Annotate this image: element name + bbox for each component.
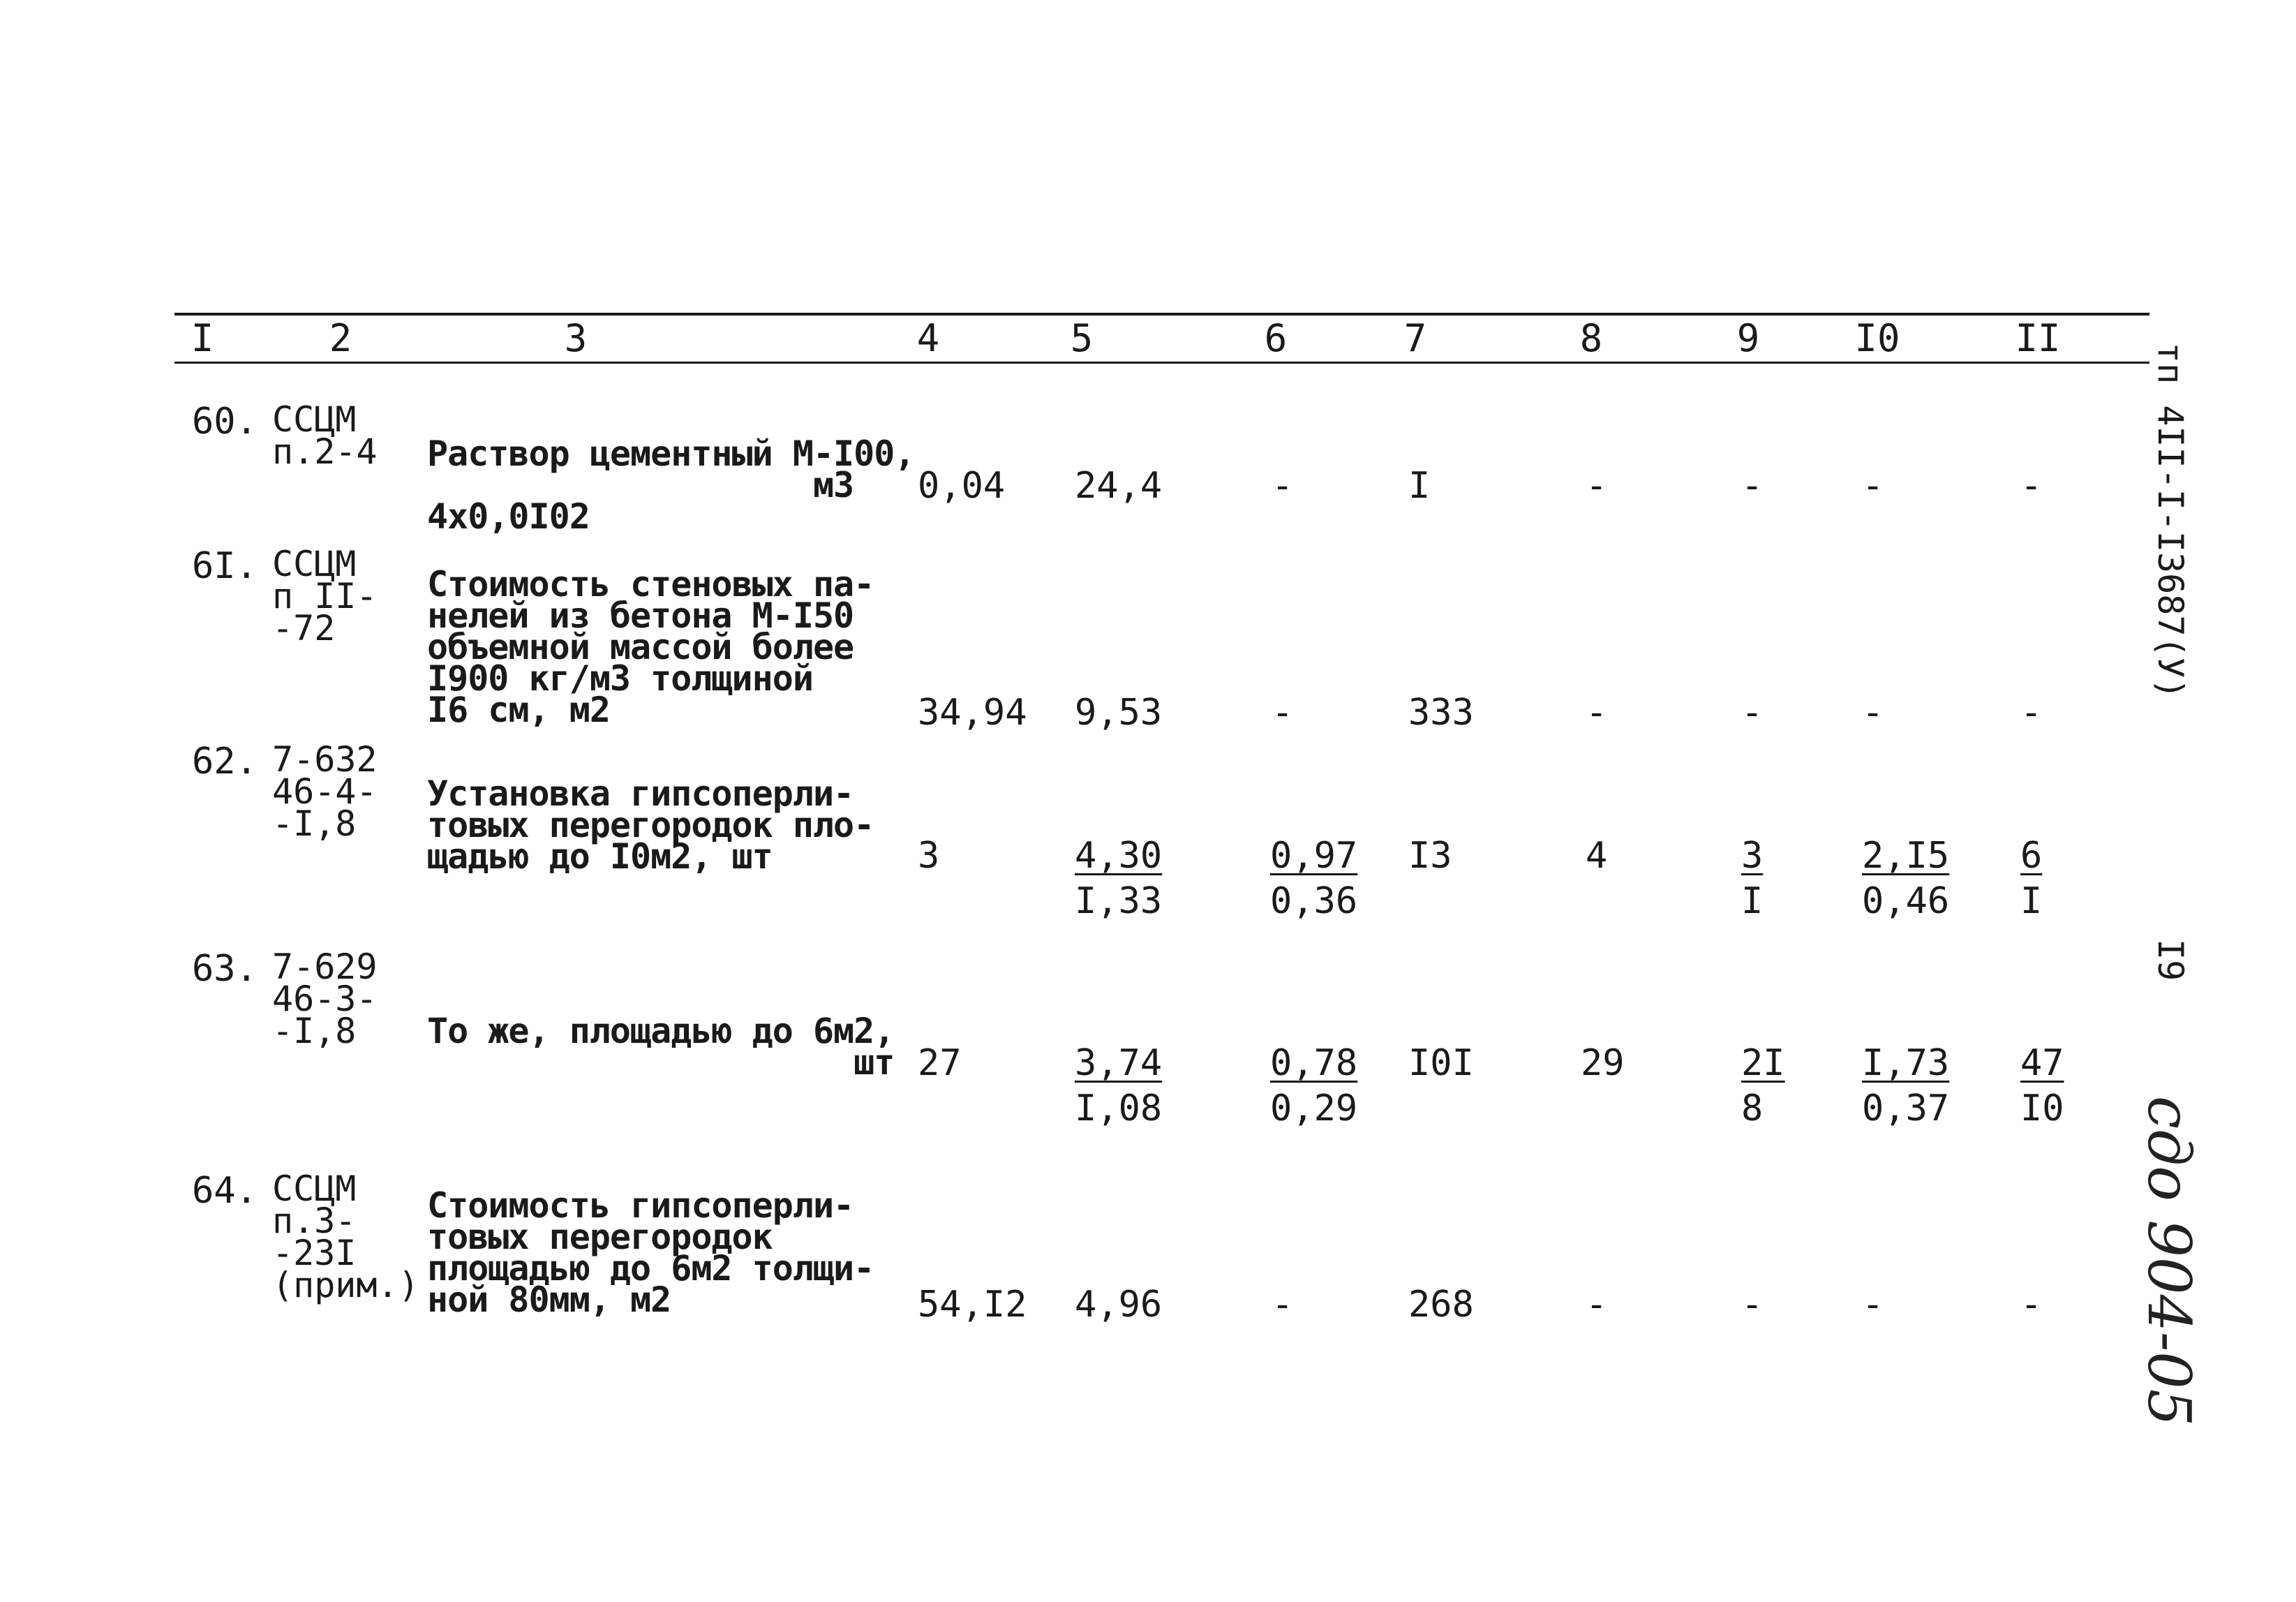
cell-col11: - — [2020, 692, 2043, 734]
row-code: 7-632 46-4- -I,8 — [272, 739, 378, 844]
col-header-11: II — [2015, 316, 2061, 360]
cell-col5-numerator: 4,30 — [1075, 835, 1163, 877]
cell-col10: - — [1862, 465, 1884, 507]
row-number: 63. — [192, 948, 258, 990]
cell-col5-denominator: I,08 — [1075, 1088, 1163, 1129]
cell-col11: - — [2020, 465, 2043, 507]
page-number: I9 — [2150, 939, 2191, 981]
cell-col8: - — [1586, 465, 1608, 507]
row-code: ССЦМ п.2-4 — [272, 399, 378, 472]
cell-col4: 0,04 — [918, 465, 1006, 507]
cell-col6: - — [1272, 1284, 1294, 1326]
col-header-5: 5 — [1070, 316, 1094, 360]
cell-col6-denominator: 0,36 — [1270, 880, 1358, 922]
cell-col7: I — [1408, 465, 1431, 507]
col-header-1: I — [191, 316, 214, 360]
row-description: Стоимость стеновых па- нелей из бетона М-I50 объемной массой более I900 кг/м3 толщиной I6 см, м2 — [427, 564, 874, 730]
col-header-2: 2 — [329, 316, 352, 360]
cell-col5: 9,53 — [1075, 692, 1163, 734]
cell-col5: 4,96 — [1075, 1284, 1163, 1326]
row-code: 7-629 46-3- -I,8 — [272, 947, 378, 1051]
cell-col6-denominator: 0,29 — [1270, 1088, 1358, 1129]
cell-col7: 268 — [1408, 1284, 1474, 1326]
col-header-10: I0 — [1854, 316, 1900, 360]
table-header-rule — [174, 362, 2149, 364]
cell-col8: 4 — [1586, 835, 1608, 877]
cell-col6-numerator: 0,97 — [1270, 835, 1358, 877]
cell-col9: - — [1741, 1284, 1764, 1326]
row-number: 64. — [192, 1170, 258, 1212]
row-description: То же, площадью до 6м2, шт — [427, 1011, 895, 1083]
document-code: тп 4II-I-I3687(У) — [2150, 342, 2191, 699]
cell-col5-numerator: 3,74 — [1075, 1042, 1163, 1084]
col-header-7: 7 — [1403, 316, 1427, 360]
cell-col4: 34,94 — [918, 692, 1027, 734]
row-code: ССЦМ п II- -72 — [272, 544, 378, 648]
cell-col7: 333 — [1408, 692, 1474, 734]
cell-col4: 3 — [918, 835, 940, 877]
row-description: Стоимость гипсоперли- товых перегородок площадью до 6м2 толщи- ной 80мм, м2 — [427, 1185, 874, 1320]
row-number: 60. — [192, 401, 258, 443]
cell-col7: I0I — [1408, 1042, 1474, 1084]
cell-col11-numerator: 6 — [2020, 835, 2043, 877]
cell-col11-denominator: I — [2020, 880, 2043, 922]
row-code: ССЦМ п.3- -23I (прим.) — [272, 1169, 419, 1305]
cell-col8: - — [1586, 692, 1608, 734]
cell-col6-numerator: 0,78 — [1270, 1042, 1358, 1084]
table-top-rule — [174, 313, 2149, 316]
col-header-9: 9 — [1736, 316, 1760, 360]
row-number: 62. — [192, 741, 258, 783]
cell-col4: 27 — [918, 1042, 962, 1084]
cell-col9: - — [1741, 692, 1764, 734]
cell-col9: - — [1741, 465, 1764, 507]
cell-col10: - — [1862, 1284, 1884, 1326]
cell-col10-denominator: 0,46 — [1862, 880, 1950, 922]
cell-col10-denominator: 0,37 — [1862, 1088, 1950, 1129]
cell-col10: - — [1862, 692, 1884, 734]
cell-col11-denominator: I0 — [2020, 1088, 2064, 1129]
cell-col11-numerator: 47 — [2020, 1042, 2064, 1084]
cell-col10-numerator: I,73 — [1862, 1042, 1950, 1084]
cell-col9-denominator: I — [1741, 880, 1764, 922]
cell-col5-denominator: I,33 — [1075, 880, 1163, 922]
cell-col9-numerator: 2I — [1741, 1042, 1785, 1084]
col-header-4: 4 — [916, 316, 940, 360]
cell-col11: - — [2020, 1284, 2043, 1326]
cell-col8: 29 — [1581, 1042, 1625, 1084]
row-description: Установка гипсоперли- товых перегородок пло- щадью до I0м2, шт — [427, 773, 874, 877]
row-description: Раствор цементный М-I00, м3 4х0,0I02 — [427, 433, 915, 537]
col-header-6: 6 — [1264, 316, 1288, 360]
cell-col6: - — [1272, 465, 1294, 507]
cell-col8: - — [1586, 1284, 1608, 1326]
row-number: 6I. — [192, 545, 258, 587]
cell-col9-numerator: 3 — [1741, 835, 1764, 877]
cell-col6: - — [1272, 692, 1294, 734]
cell-col9-denominator: 8 — [1741, 1088, 1764, 1129]
col-header-8: 8 — [1579, 316, 1603, 360]
col-header-3: 3 — [564, 316, 588, 360]
handwritten-note: сдо 904-05 — [2135, 1096, 2203, 1427]
cell-col4: 54,I2 — [918, 1284, 1027, 1326]
cell-col5: 24,4 — [1075, 465, 1163, 507]
cell-col10-numerator: 2,I5 — [1862, 835, 1950, 877]
cell-col7: I3 — [1408, 835, 1452, 877]
